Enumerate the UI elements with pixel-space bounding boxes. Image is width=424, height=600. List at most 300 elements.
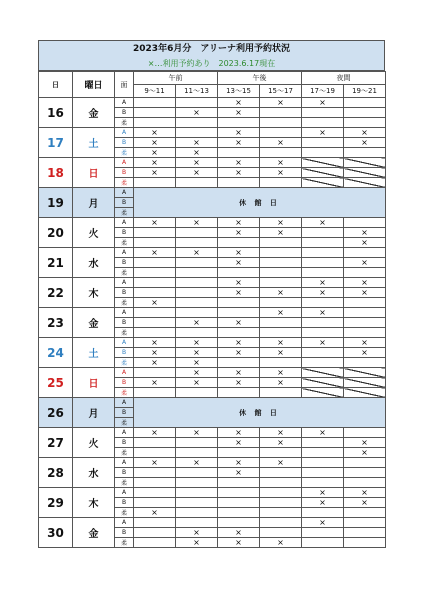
slot-cell: × xyxy=(134,218,176,228)
closed-day-label: 休 館 日 xyxy=(134,188,386,218)
slot-cell: × xyxy=(176,458,218,468)
day-of-week: 日 xyxy=(73,368,115,398)
slot-cell xyxy=(302,378,344,388)
slot-cell xyxy=(302,508,344,518)
slot-cell xyxy=(344,478,386,488)
slot-cell xyxy=(302,148,344,158)
slot-cell xyxy=(176,488,218,498)
slot-cell: × xyxy=(344,498,386,508)
slot-cell xyxy=(344,538,386,548)
slot-cell xyxy=(260,108,302,118)
slot-cell xyxy=(302,438,344,448)
slot-cell xyxy=(260,298,302,308)
slot-cell xyxy=(260,488,302,498)
slot-cell xyxy=(302,228,344,238)
slot-cell xyxy=(302,268,344,278)
face-label: B xyxy=(115,528,134,538)
slot-cell: × xyxy=(344,138,386,148)
slot-cell xyxy=(134,118,176,128)
slot-cell xyxy=(134,388,176,398)
slot-cell xyxy=(302,318,344,328)
slot-cell xyxy=(134,318,176,328)
day-number: 20 xyxy=(39,218,73,248)
face-label: B xyxy=(115,258,134,268)
face-label: B xyxy=(115,228,134,238)
slot-cell: × xyxy=(344,278,386,288)
face-label: B xyxy=(115,408,134,418)
slot-cell xyxy=(176,268,218,278)
slot-cell xyxy=(260,118,302,128)
slot-cell: × xyxy=(218,168,260,178)
header-dow: 曜日 xyxy=(73,72,115,98)
slot-cell xyxy=(260,468,302,478)
slot-cell xyxy=(218,388,260,398)
face-label: A xyxy=(115,398,134,408)
slot-cell: × xyxy=(260,368,302,378)
slot-cell: × xyxy=(176,378,218,388)
slot-cell: × xyxy=(218,458,260,468)
slot-cell xyxy=(302,538,344,548)
slot-cell xyxy=(344,518,386,528)
face-label: B xyxy=(115,318,134,328)
reservation-table xyxy=(38,71,386,548)
face-label: B xyxy=(115,468,134,478)
day-of-week: 日 xyxy=(73,158,115,188)
slot-cell: × xyxy=(344,238,386,248)
slot-cell: × xyxy=(302,218,344,228)
slot-cell: × xyxy=(260,348,302,358)
slot-cell: × xyxy=(260,438,302,448)
face-label: 柔 xyxy=(115,328,134,338)
slot-cell: × xyxy=(176,528,218,538)
slot-cell xyxy=(344,528,386,538)
slot-cell: × xyxy=(176,168,218,178)
face-label: 柔 xyxy=(115,208,134,218)
slot-cell: × xyxy=(218,368,260,378)
slot-cell xyxy=(344,268,386,278)
slot-cell: × xyxy=(134,138,176,148)
face-label: 柔 xyxy=(115,148,134,158)
day-row xyxy=(39,98,386,108)
slot-cell xyxy=(176,118,218,128)
slot-cell xyxy=(344,298,386,308)
slot-cell: × xyxy=(134,158,176,168)
slot-cell: × xyxy=(134,148,176,158)
header-slot: 9～11 xyxy=(134,85,176,98)
day-number: 29 xyxy=(39,488,73,518)
slot-cell: × xyxy=(176,138,218,148)
face-label: 柔 xyxy=(115,418,134,428)
slot-cell xyxy=(302,358,344,368)
face-label: 柔 xyxy=(115,538,134,548)
face-label: B xyxy=(115,108,134,118)
slot-cell: × xyxy=(302,288,344,298)
day-of-week: 火 xyxy=(73,428,115,458)
slot-cell xyxy=(344,148,386,158)
slot-cell xyxy=(134,288,176,298)
slot-cell xyxy=(176,478,218,488)
slot-cell xyxy=(260,258,302,268)
slot-cell: × xyxy=(218,108,260,118)
slot-cell: × xyxy=(344,338,386,348)
slot-cell xyxy=(302,108,344,118)
slot-cell xyxy=(344,218,386,228)
face-label: A xyxy=(115,518,134,528)
slot-cell: × xyxy=(260,168,302,178)
slot-cell xyxy=(344,98,386,108)
slot-cell xyxy=(176,518,218,528)
slot-cell: × xyxy=(218,98,260,108)
slot-cell xyxy=(344,388,386,398)
day-of-week: 土 xyxy=(73,128,115,158)
slot-cell: × xyxy=(302,428,344,438)
slot-cell xyxy=(176,438,218,448)
slot-cell: × xyxy=(218,348,260,358)
slot-cell xyxy=(218,448,260,458)
day-number: 18 xyxy=(39,158,73,188)
day-row xyxy=(39,128,386,138)
slot-cell: × xyxy=(218,378,260,388)
day-row xyxy=(39,248,386,258)
slot-cell: × xyxy=(218,278,260,288)
slot-cell xyxy=(302,138,344,148)
slot-cell xyxy=(134,328,176,338)
slot-cell: × xyxy=(260,138,302,148)
day-of-week: 金 xyxy=(73,518,115,548)
slot-cell xyxy=(260,238,302,248)
day-of-week: 月 xyxy=(73,188,115,218)
slot-cell xyxy=(260,178,302,188)
slot-cell xyxy=(260,128,302,138)
slot-cell: × xyxy=(260,218,302,228)
slot-cell: × xyxy=(176,248,218,258)
slot-cell xyxy=(134,278,176,288)
day-number: 21 xyxy=(39,248,73,278)
slot-cell: × xyxy=(260,158,302,168)
slot-cell: × xyxy=(218,158,260,168)
day-of-week: 土 xyxy=(73,338,115,368)
closed-day-label: 休 館 日 xyxy=(134,398,386,428)
day-row xyxy=(39,188,386,198)
slot-cell xyxy=(302,328,344,338)
slot-cell xyxy=(344,318,386,328)
slot-cell: × xyxy=(260,378,302,388)
slot-cell xyxy=(260,518,302,528)
face-label: B xyxy=(115,288,134,298)
day-number: 19 xyxy=(39,188,73,218)
slot-cell xyxy=(176,498,218,508)
day-row xyxy=(39,398,386,408)
slot-cell xyxy=(218,298,260,308)
slot-cell xyxy=(134,268,176,278)
slot-cell: × xyxy=(218,528,260,538)
day-row xyxy=(39,458,386,468)
slot-cell xyxy=(260,358,302,368)
slot-cell xyxy=(344,178,386,188)
face-label: 柔 xyxy=(115,358,134,368)
slot-cell xyxy=(302,168,344,178)
slot-cell xyxy=(260,318,302,328)
slot-cell xyxy=(344,378,386,388)
face-label: B xyxy=(115,438,134,448)
header-slot: 19～21 xyxy=(344,85,386,98)
day-of-week: 木 xyxy=(73,278,115,308)
day-number: 24 xyxy=(39,338,73,368)
slot-cell xyxy=(302,178,344,188)
face-label: A xyxy=(115,248,134,258)
face-label: A xyxy=(115,278,134,288)
slot-cell xyxy=(344,308,386,318)
slot-cell xyxy=(134,108,176,118)
face-label: B xyxy=(115,378,134,388)
slot-cell xyxy=(218,178,260,188)
slot-cell: × xyxy=(134,298,176,308)
slot-cell xyxy=(302,468,344,478)
slot-cell: × xyxy=(344,488,386,498)
slot-cell: × xyxy=(134,358,176,368)
header-slot: 15～17 xyxy=(260,85,302,98)
slot-cell xyxy=(218,498,260,508)
slot-cell: × xyxy=(134,338,176,348)
slot-cell xyxy=(344,428,386,438)
slot-cell xyxy=(218,358,260,368)
slot-cell: × xyxy=(302,338,344,348)
face-label: 柔 xyxy=(115,388,134,398)
slot-cell xyxy=(134,228,176,238)
slot-cell xyxy=(344,358,386,368)
slot-cell xyxy=(260,148,302,158)
slot-cell xyxy=(176,508,218,518)
slot-cell xyxy=(302,448,344,458)
slot-cell xyxy=(260,268,302,278)
slot-cell xyxy=(302,388,344,398)
slot-cell xyxy=(344,248,386,258)
slot-cell xyxy=(260,498,302,508)
day-number: 28 xyxy=(39,458,73,488)
slot-cell xyxy=(176,288,218,298)
face-label: A xyxy=(115,338,134,348)
slot-cell xyxy=(176,308,218,318)
slot-cell: × xyxy=(134,248,176,258)
slot-cell: × xyxy=(302,308,344,318)
slot-cell xyxy=(134,518,176,528)
header-slot: 11～13 xyxy=(176,85,218,98)
face-label: B xyxy=(115,168,134,178)
slot-cell: × xyxy=(176,368,218,378)
slot-cell: × xyxy=(134,378,176,388)
face-label: A xyxy=(115,308,134,318)
slot-cell xyxy=(260,508,302,518)
day-of-week: 金 xyxy=(73,98,115,128)
slot-cell xyxy=(176,388,218,398)
slot-cell: × xyxy=(134,128,176,138)
face-label: B xyxy=(115,348,134,358)
face-label: A xyxy=(115,188,134,198)
slot-cell: × xyxy=(302,488,344,498)
day-row xyxy=(39,308,386,318)
slot-cell: × xyxy=(134,508,176,518)
slot-cell xyxy=(344,158,386,168)
day-row xyxy=(39,428,386,438)
header-day: 日 xyxy=(39,72,73,98)
slot-cell xyxy=(134,258,176,268)
slot-cell xyxy=(344,468,386,478)
day-number: 30 xyxy=(39,518,73,548)
day-number: 23 xyxy=(39,308,73,338)
slot-cell: × xyxy=(218,248,260,258)
day-of-week: 月 xyxy=(73,398,115,428)
slot-cell xyxy=(218,328,260,338)
slot-cell xyxy=(218,148,260,158)
header-slot: 17～19 xyxy=(302,85,344,98)
slot-cell xyxy=(176,128,218,138)
day-row xyxy=(39,158,386,168)
slot-cell: × xyxy=(218,318,260,328)
face-label: 柔 xyxy=(115,298,134,308)
slot-cell xyxy=(302,458,344,468)
slot-cell xyxy=(218,238,260,248)
slot-cell: × xyxy=(218,428,260,438)
slot-cell: × xyxy=(176,218,218,228)
face-label: A xyxy=(115,218,134,228)
day-row xyxy=(39,518,386,528)
slot-cell xyxy=(344,458,386,468)
slot-cell: × xyxy=(344,438,386,448)
day-of-week: 木 xyxy=(73,488,115,518)
slot-cell: × xyxy=(176,358,218,368)
slot-cell xyxy=(302,368,344,378)
slot-cell xyxy=(218,518,260,528)
slot-cell: × xyxy=(218,258,260,268)
slot-cell xyxy=(176,238,218,248)
face-label: 柔 xyxy=(115,268,134,278)
face-label: A xyxy=(115,98,134,108)
slot-cell xyxy=(260,328,302,338)
day-row xyxy=(39,218,386,228)
face-label: 柔 xyxy=(115,478,134,488)
slot-cell xyxy=(302,248,344,258)
slot-cell xyxy=(218,478,260,488)
slot-cell xyxy=(302,118,344,128)
day-row xyxy=(39,278,386,288)
slot-cell xyxy=(134,438,176,448)
slot-cell: × xyxy=(344,228,386,238)
slot-cell xyxy=(260,448,302,458)
header-morning: 午前 xyxy=(134,72,218,85)
slot-cell: × xyxy=(176,348,218,358)
face-label: B xyxy=(115,138,134,148)
header-afternoon: 午後 xyxy=(218,72,302,85)
slot-cell: × xyxy=(134,348,176,358)
slot-cell: × xyxy=(260,458,302,468)
slot-cell xyxy=(218,268,260,278)
slot-cell xyxy=(302,528,344,538)
slot-cell: × xyxy=(260,98,302,108)
slot-cell: × xyxy=(218,128,260,138)
slot-cell xyxy=(302,348,344,358)
day-row xyxy=(39,488,386,498)
slot-cell xyxy=(176,328,218,338)
slot-cell xyxy=(134,308,176,318)
sheet-title: 2023年6月分 アリーナ利用予約状況 xyxy=(38,40,385,57)
day-number: 17 xyxy=(39,128,73,158)
slot-cell: × xyxy=(344,448,386,458)
slot-cell: × xyxy=(134,458,176,468)
day-of-week: 火 xyxy=(73,218,115,248)
slot-cell: × xyxy=(302,128,344,138)
slot-cell xyxy=(176,98,218,108)
header-night: 夜間 xyxy=(302,72,386,85)
day-row xyxy=(39,368,386,378)
slot-cell xyxy=(260,278,302,288)
slot-cell: × xyxy=(344,348,386,358)
slot-cell xyxy=(344,328,386,338)
slot-cell xyxy=(176,258,218,268)
slot-cell: × xyxy=(218,138,260,148)
slot-cell xyxy=(344,118,386,128)
slot-cell xyxy=(134,488,176,498)
face-label: 柔 xyxy=(115,178,134,188)
slot-cell xyxy=(218,118,260,128)
slot-cell xyxy=(176,278,218,288)
slot-cell xyxy=(260,528,302,538)
slot-cell: × xyxy=(176,148,218,158)
slot-cell: × xyxy=(176,428,218,438)
slot-cell xyxy=(134,478,176,488)
face-label: 柔 xyxy=(115,448,134,458)
slot-cell: × xyxy=(218,228,260,238)
face-label: A xyxy=(115,428,134,438)
slot-cell: × xyxy=(260,288,302,298)
slot-cell xyxy=(302,298,344,308)
slot-cell: × xyxy=(302,518,344,528)
slot-cell xyxy=(134,528,176,538)
slot-cell xyxy=(176,468,218,478)
day-number: 16 xyxy=(39,98,73,128)
slot-cell: × xyxy=(176,158,218,168)
slot-cell xyxy=(134,238,176,248)
slot-cell xyxy=(176,298,218,308)
slot-cell: × xyxy=(302,498,344,508)
slot-cell xyxy=(134,538,176,548)
slot-cell: × xyxy=(302,278,344,288)
face-label: A xyxy=(115,128,134,138)
slot-cell: × xyxy=(176,338,218,348)
slot-cell: × xyxy=(302,98,344,108)
face-label: A xyxy=(115,158,134,168)
slot-cell xyxy=(218,308,260,318)
slot-cell xyxy=(134,368,176,378)
slot-cell xyxy=(344,368,386,378)
slot-cell xyxy=(344,108,386,118)
day-number: 26 xyxy=(39,398,73,428)
face-label: B xyxy=(115,198,134,208)
slot-cell xyxy=(218,508,260,518)
slot-cell: × xyxy=(260,228,302,238)
sheet-subtitle: ×…利用予約あり 2023.6.17現在 xyxy=(38,57,385,71)
slot-cell: × xyxy=(218,438,260,448)
slot-cell: × xyxy=(218,538,260,548)
slot-cell xyxy=(260,388,302,398)
face-label: 柔 xyxy=(115,508,134,518)
slot-cell xyxy=(260,478,302,488)
header-face: 面 xyxy=(115,72,134,98)
slot-cell: × xyxy=(260,338,302,348)
slot-cell xyxy=(134,98,176,108)
slot-cell: × xyxy=(176,538,218,548)
slot-cell xyxy=(134,498,176,508)
face-label: A xyxy=(115,488,134,498)
